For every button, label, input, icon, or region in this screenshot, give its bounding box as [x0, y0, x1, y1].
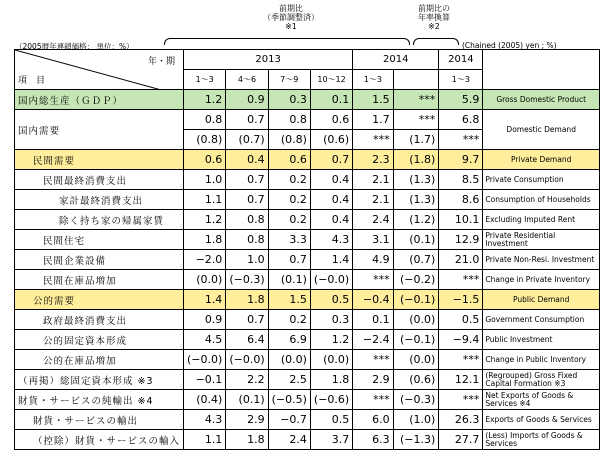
- value-cell: 12.9: [439, 230, 483, 250]
- value-cell: 9.7: [439, 150, 483, 170]
- row-label: 国内需要: [15, 110, 184, 150]
- value-cell: 1.7: [353, 110, 393, 130]
- row-english-label: (Less) Imports of Goods & Services: [483, 430, 600, 450]
- value-cell: 1.2: [184, 210, 226, 230]
- value-cell: (0.7): [393, 250, 439, 270]
- table-row: [15, 250, 600, 270]
- value-cell: 1.4: [184, 290, 226, 310]
- value-cell: 3.3: [268, 230, 310, 250]
- value-cell: 4.3: [310, 230, 352, 250]
- value-cell: 0.2: [268, 190, 310, 210]
- value-cell: 0.4: [310, 210, 352, 230]
- value-cell: (0.6): [310, 130, 352, 150]
- value-cell: (0.1): [226, 390, 268, 410]
- value-cell: (0.8): [184, 130, 226, 150]
- value-cell: 6.4: [226, 330, 268, 350]
- value-cell: (−0.0): [310, 270, 352, 290]
- value-cell: (0.1): [393, 230, 439, 250]
- value-cell: 0.3: [268, 90, 310, 110]
- year-2014-annual: 2014: [439, 50, 483, 70]
- value-cell: (0.0): [184, 270, 226, 290]
- value-cell: 6.0: [353, 410, 393, 430]
- value-cell: 0.1: [353, 310, 393, 330]
- value-cell: ***: [353, 350, 393, 370]
- value-cell: 4.5: [184, 330, 226, 350]
- value-cell: 2.2: [226, 370, 268, 390]
- row-label: 公的需要: [15, 290, 184, 310]
- value-cell: (1.8): [393, 150, 439, 170]
- value-cell: (0.0): [310, 350, 352, 370]
- row-english-label: Private Demand: [483, 150, 600, 170]
- value-cell: 2.1: [353, 190, 393, 210]
- value-cell: 0.6: [310, 110, 352, 130]
- value-cell: 2.9: [226, 410, 268, 430]
- table-body: [15, 90, 600, 450]
- table-row: [15, 90, 600, 110]
- value-cell: (−0.1): [393, 330, 439, 350]
- value-cell: (−0.0): [184, 350, 226, 370]
- quarter-6: [393, 70, 439, 90]
- year-2014: 2014: [353, 50, 439, 70]
- value-cell: 6.9: [268, 330, 310, 350]
- value-cell: 1.0: [226, 250, 268, 270]
- table-row: [15, 430, 600, 450]
- value-cell: −1.5: [439, 290, 483, 310]
- value-cell: ***: [439, 270, 483, 290]
- value-cell: −0.1: [184, 370, 226, 390]
- value-cell: 12.1: [439, 370, 483, 390]
- value-cell: 0.4: [310, 190, 352, 210]
- value-cell: 0.2: [268, 210, 310, 230]
- value-cell: (1.7): [393, 130, 439, 150]
- value-cell: 0.9: [226, 90, 268, 110]
- table-row: [15, 350, 600, 370]
- table-row: [15, 190, 600, 210]
- value-cell: 0.7: [310, 150, 352, 170]
- value-cell: 0.1: [310, 90, 352, 110]
- row-label: 家計最終消費支出: [15, 190, 184, 210]
- yoy-note-line1: 前期比の: [418, 4, 450, 13]
- value-cell: 2.4: [353, 210, 393, 230]
- value-cell: 1.8: [310, 370, 352, 390]
- value-cell: 0.4: [226, 150, 268, 170]
- value-cell: 6.3: [353, 430, 393, 450]
- value-cell: 8.5: [439, 170, 483, 190]
- row-label: 公的固定資本形成: [15, 330, 184, 350]
- row-label: 民間住宅: [15, 230, 184, 250]
- row-english-label: Excluding Imputed Rent: [483, 210, 600, 230]
- quarter-7: 1〜3: [439, 70, 483, 90]
- value-cell: 1.1: [184, 190, 226, 210]
- table-row: [15, 310, 600, 330]
- value-cell: 3.7: [310, 430, 352, 450]
- value-cell: −2.0: [184, 250, 226, 270]
- table-row: [15, 110, 600, 130]
- value-cell: 0.8: [226, 230, 268, 250]
- quarter-4: 10〜12: [310, 70, 352, 90]
- value-cell: (0.6): [393, 370, 439, 390]
- row-label: 民間最終消費支出: [15, 170, 184, 190]
- value-cell: (0.0): [393, 310, 439, 330]
- value-cell: −0.7: [268, 410, 310, 430]
- value-cell: (−1.3): [393, 430, 439, 450]
- value-cell: 1.0: [184, 170, 226, 190]
- table-row: [15, 370, 600, 390]
- value-cell: 8.6: [439, 190, 483, 210]
- value-cell: 0.2: [268, 170, 310, 190]
- table-row: [15, 210, 600, 230]
- value-cell: 1.1: [184, 430, 226, 450]
- value-cell: (0.0): [393, 350, 439, 370]
- value-cell: (−0.2): [393, 270, 439, 290]
- value-cell: 4.3: [184, 410, 226, 430]
- row-english-label: Government Consumption: [483, 310, 600, 330]
- value-cell: (0.7): [226, 130, 268, 150]
- table-row: [15, 270, 600, 290]
- value-cell: 0.8: [268, 110, 310, 130]
- header-row-years: [15, 50, 600, 70]
- value-cell: 0.5: [310, 410, 352, 430]
- value-cell: (0.4): [184, 390, 226, 410]
- value-cell: 0.7: [268, 250, 310, 270]
- row-english-label: Net Exports of Goods & Services ※4: [483, 390, 600, 410]
- value-cell: 1.4: [310, 250, 352, 270]
- qoq-brace: [164, 38, 410, 45]
- unit-left: （2005暦年連鎖価格： 単位：%）: [15, 42, 134, 51]
- value-cell: 0.9: [184, 310, 226, 330]
- value-cell: 0.8: [226, 210, 268, 230]
- value-cell: 0.8: [184, 110, 226, 130]
- value-cell: 0.5: [310, 290, 352, 310]
- value-cell: 0.4: [310, 170, 352, 190]
- row-english-label: Private Residential Investment: [483, 230, 600, 250]
- row-english-label: Change in Public Inventory: [483, 350, 600, 370]
- value-cell: (0.0): [268, 350, 310, 370]
- row-label: 公的在庫品増加: [15, 350, 184, 370]
- corner-top-label: 年・期: [148, 57, 176, 67]
- value-cell: (1.0): [393, 410, 439, 430]
- row-english-label: Public Demand: [483, 290, 600, 310]
- yoy-note-line3: ※2: [428, 22, 440, 31]
- qoq-note-line3: ※1: [285, 22, 297, 31]
- value-cell: 26.3: [439, 410, 483, 430]
- value-cell: 2.4: [268, 430, 310, 450]
- gdp-table: [14, 49, 600, 450]
- qoq-note-line1: 前期比: [279, 4, 303, 13]
- value-cell: 5.9: [439, 90, 483, 110]
- table-row: [15, 150, 600, 170]
- value-cell: 2.1: [353, 170, 393, 190]
- row-label: 民間企業設備: [15, 250, 184, 270]
- quarter-5: 1〜3: [353, 70, 393, 90]
- value-cell: 1.8: [226, 430, 268, 450]
- row-english-label: Consumption of Households: [483, 190, 600, 210]
- value-cell: −0.4: [353, 290, 393, 310]
- value-cell: ***: [353, 130, 393, 150]
- table-row: [15, 410, 600, 430]
- value-cell: ***: [353, 390, 393, 410]
- value-cell: ***: [393, 110, 439, 130]
- row-label: （控除）財貨・サービスの輸入: [15, 430, 184, 450]
- table-row: [15, 390, 600, 410]
- value-cell: 1.5: [268, 290, 310, 310]
- row-label: 財貨・サービスの輸出: [15, 410, 184, 430]
- row-label: 民間在庫品増加: [15, 270, 184, 290]
- value-cell: −9.4: [439, 330, 483, 350]
- value-cell: 2.3: [353, 150, 393, 170]
- row-label: 除く持ち家の帰属家賃: [15, 210, 184, 230]
- row-label: 政府最終消費支出: [15, 310, 184, 330]
- value-cell: ***: [353, 270, 393, 290]
- value-cell: 0.7: [226, 170, 268, 190]
- value-cell: ***: [393, 90, 439, 110]
- value-cell: 10.1: [439, 210, 483, 230]
- value-cell: −2.4: [353, 330, 393, 350]
- value-cell: 0.2: [268, 310, 310, 330]
- qoq-note-line2: （季節調整済）: [263, 13, 319, 22]
- table-row: [15, 290, 600, 310]
- corner-cell: [15, 50, 184, 90]
- value-cell: 0.7: [226, 190, 268, 210]
- value-cell: ***: [439, 390, 483, 410]
- row-english-label: Exports of Goods & Services: [483, 410, 600, 430]
- value-cell: (−0.6): [310, 390, 352, 410]
- value-cell: (1.3): [393, 190, 439, 210]
- yoy-note: [410, 4, 458, 31]
- value-cell: (0.1): [268, 270, 310, 290]
- yoy-note-line2: 年率換算: [418, 13, 450, 22]
- quarter-1: 1〜3: [184, 70, 226, 90]
- value-cell: 0.7: [226, 310, 268, 330]
- value-cell: 2.9: [353, 370, 393, 390]
- row-label: 民間需要: [15, 150, 184, 170]
- table-row: [15, 230, 600, 250]
- value-cell: (1.2): [393, 210, 439, 230]
- quarter-2: 4〜6: [226, 70, 268, 90]
- value-cell: 21.0: [439, 250, 483, 270]
- row-english-label: Public Investment: [483, 330, 600, 350]
- row-english-label: Domestic Demand: [483, 110, 600, 150]
- value-cell: (1.3): [393, 170, 439, 190]
- quarter-3: 7〜9: [268, 70, 310, 90]
- value-cell: (−0.5): [268, 390, 310, 410]
- value-cell: (−0.3): [393, 390, 439, 410]
- value-cell: ***: [439, 350, 483, 370]
- value-cell: (−0.1): [393, 290, 439, 310]
- row-english-label: Private Consumption: [483, 170, 600, 190]
- value-cell: 27.7: [439, 430, 483, 450]
- value-cell: 0.7: [226, 110, 268, 130]
- value-cell: 2.5: [268, 370, 310, 390]
- value-cell: (0.8): [268, 130, 310, 150]
- year-2013: 2013: [184, 50, 353, 70]
- value-cell: 0.5: [439, 310, 483, 330]
- value-cell: (−0.3): [226, 270, 268, 290]
- corner-bottom-label: 項 目: [18, 76, 46, 86]
- value-cell: 1.8: [226, 290, 268, 310]
- table-row: [15, 170, 600, 190]
- value-cell: 6.8: [439, 110, 483, 130]
- value-cell: 1.2: [184, 90, 226, 110]
- table-row: [15, 330, 600, 350]
- value-cell: 4.9: [353, 250, 393, 270]
- row-english-label: Gross Domestic Product: [483, 90, 600, 110]
- row-label: 財貨・サービスの純輸出 ※4: [15, 390, 184, 410]
- value-cell: 1.5: [353, 90, 393, 110]
- row-label: 国内総生産（ＧＤＰ）: [15, 90, 184, 110]
- value-cell: 1.2: [310, 330, 352, 350]
- unit-right: (Chained (2005) yen ; %): [462, 41, 557, 50]
- value-cell: 0.6: [184, 150, 226, 170]
- row-english-label: (Regrouped) Gross Fixed Capital Formation ※3: [483, 370, 600, 390]
- value-cell: 0.3: [310, 310, 352, 330]
- value-cell: 3.1: [353, 230, 393, 250]
- row-label: （再掲）総固定資本形成 ※3: [15, 370, 184, 390]
- qoq-note: [236, 4, 346, 31]
- value-cell: ***: [439, 130, 483, 150]
- value-cell: 1.8: [184, 230, 226, 250]
- row-english-label: Private Non-Resi. Investment: [483, 250, 600, 270]
- value-cell: 0.6: [268, 150, 310, 170]
- en-header-cell: [483, 50, 600, 90]
- yoy-brace: [413, 38, 459, 45]
- row-english-label: Change in Private Inventory: [483, 270, 600, 290]
- value-cell: (−0.0): [226, 350, 268, 370]
